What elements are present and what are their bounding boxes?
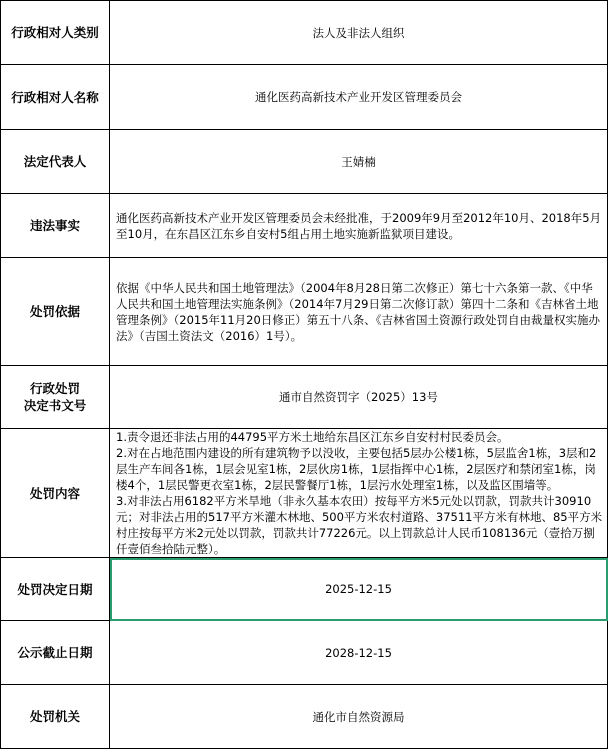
penalty-item: 1.责令退还非法占用的44795平方米土地给东昌区江东乡自安村村民委员会。 xyxy=(116,430,509,444)
row-label-line: 处罚内容 xyxy=(29,485,80,501)
table-row xyxy=(1,194,608,258)
penalty-item: 2.对在占地范围内建设的所有建筑物予以没收，主要包括5层办公楼1栋，5层监舍1栋，3层和2层生产车间各1栋，1层会见室1栋，2层伙房1栋，1层指挥中心1栋，2层医疗和禁闭室1栋，岗楼4个，1层民警更衣室1栋，2层民警餐厅1栋，1层污水处理室1栋，以及监区围墙等。 xyxy=(116,446,597,492)
table-row xyxy=(1,258,608,366)
row-label-line: 决定书文号 xyxy=(23,398,87,413)
row-label-line: 法定代表人 xyxy=(23,154,87,169)
row-label-line: 处罚依据 xyxy=(29,304,80,319)
row-label xyxy=(1,1,110,65)
row-label xyxy=(1,429,110,558)
row-label xyxy=(1,685,110,749)
penalty-item: 3.对非法占用6182平方米旱地（非永久基本农田）按每平方米5元处以罚款，罚款共计30910元；对非法占用的517平方米灌木林地、500平方米农村道路、37511平方米有林地、85平方米村庄按每平方米2元处以罚款，罚款共计77226元。以上罚款总计人民币108136元（壹拾万捌仟壹佰叁拾陆元整）。 xyxy=(116,494,603,556)
row-label-line: 行政相对人类别 xyxy=(11,25,99,40)
table-row xyxy=(1,685,608,749)
table-row xyxy=(1,130,608,194)
row-value: 王婧楠 xyxy=(110,130,608,194)
row-label xyxy=(1,130,110,194)
row-value: 2025-12-15 xyxy=(110,558,608,621)
row-value: 依据《中华人民共和国土地管理法》（2004年8月28日第二次修正）第七十六条第一款、《中华人民共和国土地管理法实施条例》（2014年7月29日第二次修订款）第四十二条和《吉林省土地管理条例》（2015年11月20日修正）第五十八条、《吉林省国土资源行政处罚自由裁量权实施办法》（吉国土资法文（2016）1号）。 xyxy=(110,258,608,366)
row-label-line: 行政相对人名称 xyxy=(11,89,99,105)
row-label-line: 行政处罚 xyxy=(29,381,80,396)
table-row xyxy=(1,1,608,65)
table-row xyxy=(1,65,608,130)
row-label xyxy=(1,621,110,685)
row-value: 2028-12-15 xyxy=(110,621,608,685)
table-row xyxy=(1,366,608,429)
row-value: 法人及非法人组织 xyxy=(110,1,608,65)
row-value: 通化医药高新技术产业开发区管理委员会未经批准，于2009年9月至2012年10月、2018年5月至10月，在东昌区江东乡自安村5组占用土地实施新监狱项目建设。 xyxy=(110,194,608,258)
row-label xyxy=(1,366,110,429)
row-value: 通化医药高新技术产业开发区管理委员会 xyxy=(110,65,608,130)
row-label xyxy=(1,194,110,258)
row-label xyxy=(1,258,110,366)
table-row xyxy=(1,621,608,685)
table-row xyxy=(1,429,608,558)
row-value xyxy=(110,429,608,558)
row-value: 通市自然资罚字（2025）13号 xyxy=(110,366,608,429)
row-label-line: 违法事实 xyxy=(29,218,80,233)
row-label xyxy=(1,65,110,130)
row-label-line: 公示截止日期 xyxy=(17,645,93,660)
row-label-line: 处罚决定日期 xyxy=(17,581,93,597)
row-label xyxy=(1,558,110,621)
row-value: 通化市自然资源局 xyxy=(110,685,608,749)
row-label-line: 处罚机关 xyxy=(29,709,80,724)
table-row xyxy=(1,558,608,621)
